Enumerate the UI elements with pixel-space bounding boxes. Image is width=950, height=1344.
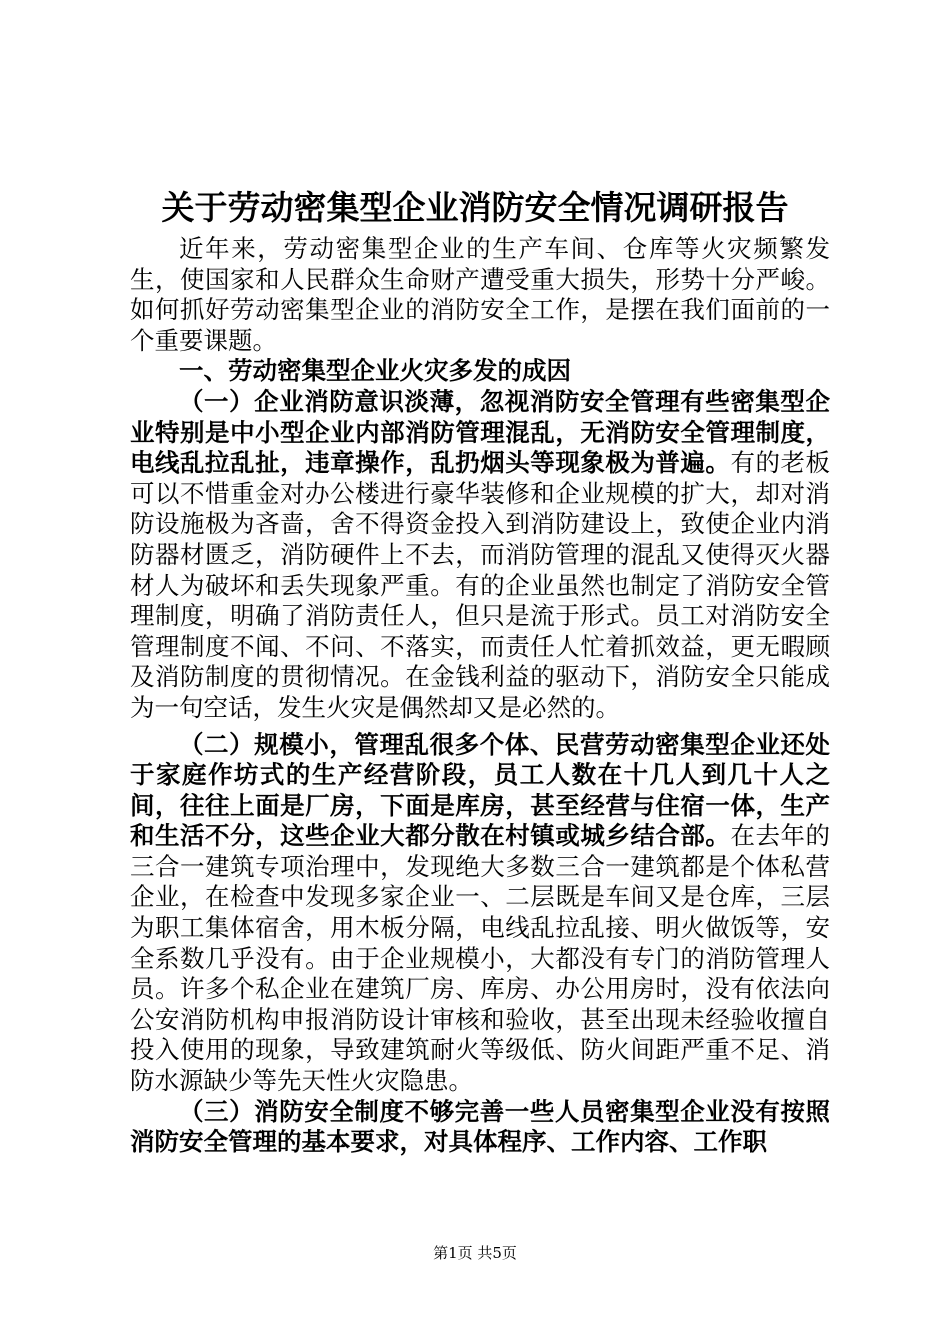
intro-paragraph: 近年来，劳动密集型企业的生产车间、仓库等火灾频繁发生，使国家和人民群众生命财产遭受重大损失，形势十分严峻。如何抓好劳动密集型企业的消防安全工作，是摆在我们面前的一个重要课题。 — [130, 234, 830, 355]
page-footer: 第1页 共5页 — [433, 1244, 517, 1262]
subsection-1-heading: （一）企业消防意识淡薄，忽视消防安全管理有些密集型企业特别是中小型企业内部消防管理混乱，无消防安全管理制度，电线乱拉乱扯，违章操作，乱扔烟头等现象极为普遍。 — [130, 386, 830, 478]
subsection-3-heading: （三）消防安全制度不够完善一些人员密集型企业没有按照消防安全管理的基本要求，对具体程序、工作内容、工作职 — [130, 1096, 830, 1157]
document-title: 关于劳动密集型企业消防安全情况调研报告 — [161, 188, 789, 227]
section-heading-1: 一、劳动密集型企业火灾多发的成因 — [179, 356, 571, 386]
subsection-2 — [130, 730, 830, 1097]
subsection-3 — [130, 1097, 830, 1158]
subsection-2-text: 在去年的三合一建筑专项治理中，发现绝大多数三合一建筑都是个体私营企业，在检查中发现多家企业一、二层既是车间又是仓库，三层为职工集体宿舍，用木板分隔，电线乱拉乱接、明火做饭等，安全系数几乎没有。由于企业规模小，大都没有专门的消防管理人员。许多个私企业在建筑厂房、库房、办公用房时，没有依法向公安消防机构申报消防设计审核和验收，甚至出现未经验收擅自投入使用的现象，导致建筑耐火等级低、防火间距严重不足、消防水源缺少等先天性火灾隐患。 — [130, 821, 831, 1096]
subsection-1-text: 有的老板可以不惜重金对办公楼进行豪华装修和企业规模的扩大，却对消防设施极为吝啬，舍不得资金投入到消防建设上，致使企业内消防器材匮乏，消防硬件上不去，而消防管理的混乱又使得灭火器材人为破坏和丢失现象严重。有的企业虽然也制定了消防安全管理制度，明确了消防责任人，但只是流于形式。员工对消防安全管理制度不闻、不问、不落实，而责任人忙着抓效益，更无暇顾及消防制度的贯彻情况。在金钱利益的驱动下，消防安全只能成为一句空话，发生火灾是偶然却又是必然的。 — [130, 448, 831, 722]
subsection-2-heading: （二）规模小，管理乱很多个体、民营劳动密集型企业还处于家庭作坊式的生产经营阶段，员工人数在十几人到几十人之间，往往上面是厂房，下面是库房，甚至经营与住宿一体，生产和生活不分，这些企业大都分散在村镇或城乡结合部。 — [130, 729, 830, 851]
subsection-1 — [130, 387, 830, 724]
document-body — [130, 234, 830, 1158]
